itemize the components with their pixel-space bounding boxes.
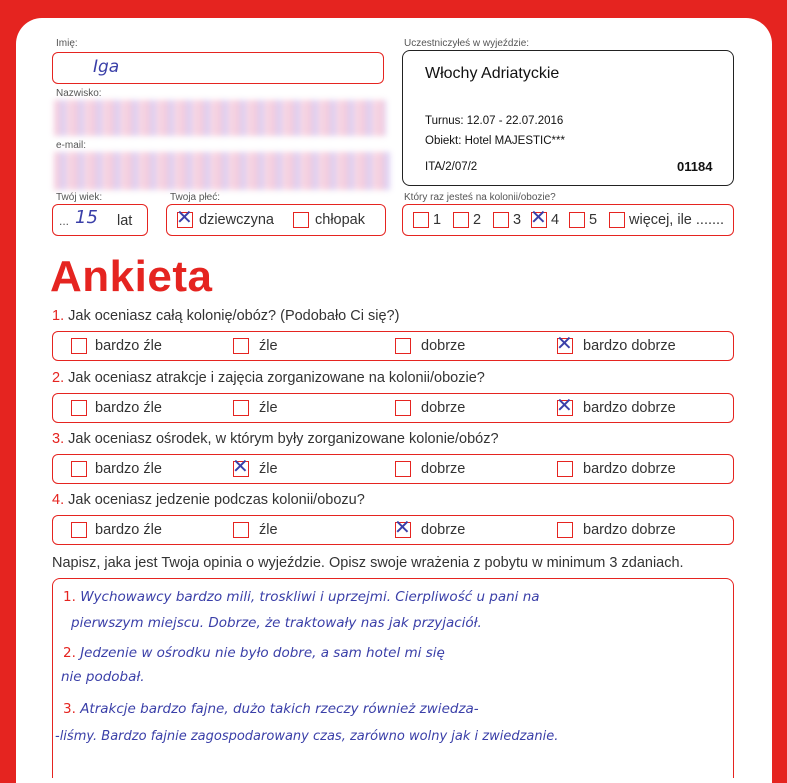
rating-option: źle (259, 400, 278, 416)
trip-turnus: Turnus: 12.07 - 22.07.2016 (425, 115, 564, 127)
question-text (52, 370, 485, 386)
rating-option: bardzo źle (95, 400, 162, 416)
rating-checkbox[interactable] (395, 400, 411, 416)
opinion-text: Jedzenie w ośrodku nie było dobre, a sam hotel mi się (80, 645, 445, 661)
rating-row (52, 515, 734, 545)
survey-card (16, 18, 772, 783)
check-mark-icon: ✕ (232, 454, 249, 478)
rating-checkbox[interactable] (557, 522, 573, 538)
age-unit: lat (117, 213, 133, 229)
times-option-1: 1 (433, 212, 442, 228)
question-number: 4. (52, 492, 65, 508)
opinion-text: Wychowawcy bardzo mili, troskliwi i uprzejmi. Cierpliwość u pani na (80, 589, 540, 605)
opinion-line (71, 615, 482, 631)
times-option-4: 4 (551, 212, 560, 228)
opinion-text: nie podobał. (61, 669, 145, 685)
name-label: Imię: (56, 38, 78, 49)
gender-checkbox-boy[interactable] (293, 212, 309, 228)
times-option-3: 3 (513, 212, 522, 228)
rating-option: dobrze (421, 522, 466, 538)
opinion-number: 1. (63, 589, 76, 605)
age-value: 15 (75, 207, 98, 228)
trip-code: ITA/2/07/2 (425, 161, 478, 173)
opinion-line (63, 589, 540, 605)
times-label: Który raz jesteś na kolonii/obozie? (404, 192, 556, 203)
opinion-prompt: Napisz, jaka jest Twoja opinia o wyjeździe. Opisz swoje wrażenia z pobytu w minimum 3 zdaniach. (52, 555, 684, 571)
check-mark-icon: ✕ (556, 393, 573, 417)
rating-option: źle (259, 338, 278, 354)
times-checkbox-more[interactable] (609, 212, 625, 228)
question-text (52, 308, 399, 324)
rating-row (52, 454, 734, 484)
gender-label: Twoja płeć: (170, 192, 221, 203)
times-checkbox-2[interactable] (453, 212, 469, 228)
rating-option: bardzo dobrze (583, 522, 676, 538)
trip-number: 01184 (677, 159, 713, 174)
survey-title: Ankieta (50, 252, 213, 301)
opinion-line (63, 701, 479, 717)
rating-checkbox-selected[interactable] (232, 454, 249, 478)
times-option-2: 2 (473, 212, 482, 228)
participant-label: Uczestniczyłeś w wyjeździe: (404, 38, 530, 49)
question-text (52, 431, 499, 447)
question-label: Jak oceniasz atrakcje i zajęcia zorganizowane na kolonii/obozie? (68, 370, 485, 386)
gender-option-boy: chłopak (315, 212, 365, 228)
rating-checkbox-selected[interactable] (556, 331, 573, 355)
times-checkbox-4[interactable] (530, 205, 547, 229)
trip-name: Włochy Adriatyckie (425, 65, 560, 82)
question-text (52, 492, 365, 508)
trip-obiekt: Obiekt: Hotel MAJESTIC*** (425, 135, 565, 147)
times-option-5: 5 (589, 212, 598, 228)
opinion-number: 2. (63, 645, 76, 661)
rating-option: dobrze (421, 338, 466, 354)
check-mark-icon: ✕ (394, 515, 411, 539)
question-number: 1. (52, 308, 65, 324)
opinion-line (61, 669, 145, 685)
question-label: Jak oceniasz jedzenie podczas kolonii/obozu? (68, 492, 365, 508)
rating-row (52, 393, 734, 423)
age-dots: ... (59, 214, 70, 228)
email-redacted (54, 152, 390, 190)
check-mark-icon: ✕ (176, 205, 193, 229)
times-option-more: więcej, ile ....... (629, 212, 725, 228)
rating-checkbox[interactable] (557, 461, 573, 477)
check-mark-icon: ✕ (530, 205, 547, 229)
age-label: Twój wiek: (56, 192, 103, 203)
rating-row (52, 331, 734, 361)
rating-checkbox[interactable] (71, 461, 87, 477)
name-value: Iga (93, 57, 120, 77)
times-checkbox-3[interactable] (493, 212, 509, 228)
surname-redacted (54, 100, 386, 136)
opinion-number: 3. (63, 701, 76, 717)
opinion-box[interactable] (52, 578, 734, 778)
age-field[interactable] (52, 204, 148, 236)
times-field (402, 204, 734, 236)
rating-option: źle (259, 522, 278, 538)
rating-checkbox[interactable] (395, 338, 411, 354)
rating-option: źle (259, 461, 278, 477)
rating-checkbox[interactable] (233, 338, 249, 354)
gender-checkbox-girl[interactable] (176, 205, 193, 229)
times-checkbox-1[interactable] (413, 212, 429, 228)
question-label: Jak oceniasz całą kolonię/obóz? (Podobało Ci się?) (68, 308, 400, 324)
opinion-text: -liśmy. Bardzo fajnie zagospodarowany czas, zarówno wolny jak i zwiedzanie. (55, 729, 559, 744)
rating-checkbox[interactable] (233, 400, 249, 416)
opinion-line (55, 729, 558, 744)
question-label: Jak oceniasz ośrodek, w którym były zorganizowane kolonie/obóz? (68, 431, 499, 447)
question-number: 3. (52, 431, 65, 447)
rating-checkbox[interactable] (233, 522, 249, 538)
rating-checkbox[interactable] (71, 522, 87, 538)
rating-option: bardzo źle (95, 338, 162, 354)
rating-option: bardzo dobrze (583, 400, 676, 416)
rating-checkbox[interactable] (71, 338, 87, 354)
rating-checkbox-selected[interactable] (394, 515, 411, 539)
opinion-line (63, 645, 445, 661)
opinion-text: pierwszym miejscu. Dobrze, że traktowały nas jak przyjaciół. (71, 615, 482, 631)
name-field[interactable] (52, 52, 384, 84)
rating-checkbox-selected[interactable] (556, 393, 573, 417)
gender-option-girl: dziewczyna (199, 212, 274, 228)
opinion-text: Atrakcje bardzo fajne, dużo takich rzeczy również zwiedza- (80, 701, 479, 717)
question-number: 2. (52, 370, 65, 386)
check-mark-icon: ✕ (556, 331, 573, 355)
rating-option: bardzo źle (95, 461, 162, 477)
rating-option: dobrze (421, 400, 466, 416)
rating-option: bardzo dobrze (583, 461, 676, 477)
email-label: e-mail: (56, 140, 87, 151)
rating-checkbox[interactable] (71, 400, 87, 416)
gender-field (166, 204, 386, 236)
times-checkbox-5[interactable] (569, 212, 585, 228)
surname-label: Nazwisko: (56, 88, 102, 99)
rating-checkbox[interactable] (395, 461, 411, 477)
rating-option: dobrze (421, 461, 466, 477)
rating-option: bardzo źle (95, 522, 162, 538)
rating-option: bardzo dobrze (583, 338, 676, 354)
trip-info-box (402, 50, 734, 186)
